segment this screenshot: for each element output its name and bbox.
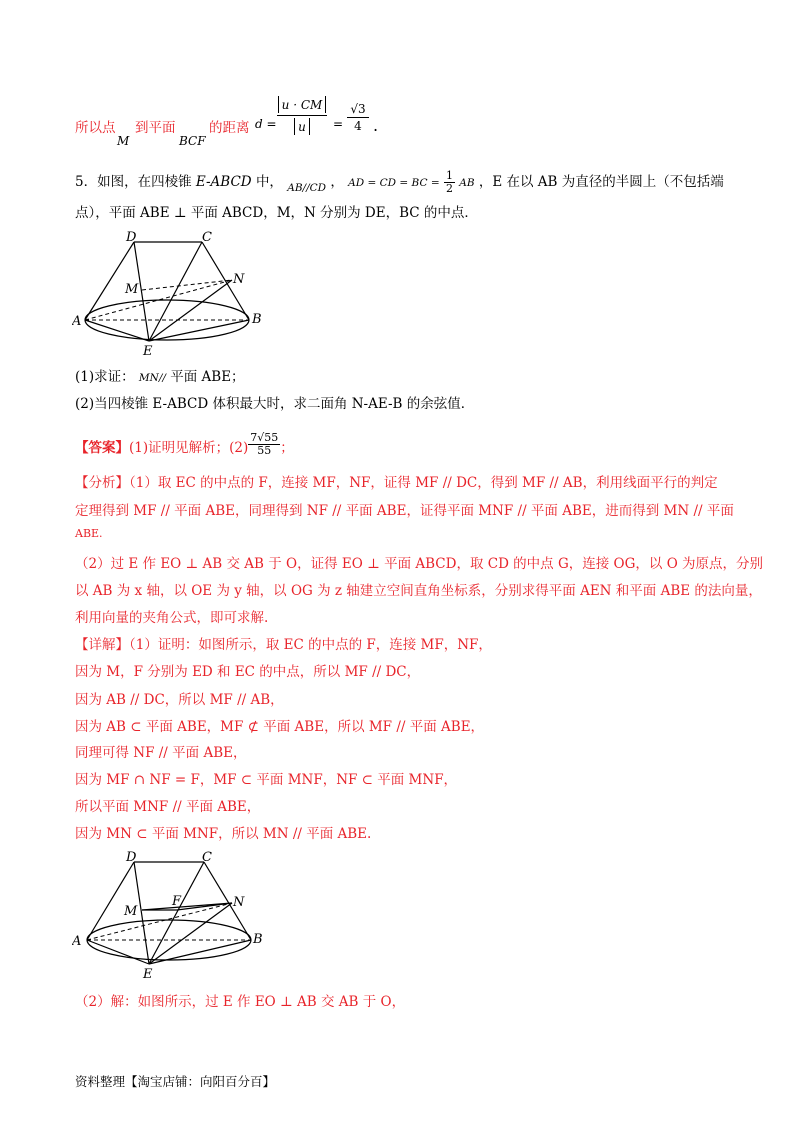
detail-line-1: 【详解】（1）证明：如图所示，取 EC 的中点的 F，连接 MF，NF，: [75, 637, 492, 653]
question-1: [75, 367, 245, 388]
label-m: M: [125, 282, 139, 297]
fraction-half: [444, 170, 455, 195]
label-a: A: [72, 314, 82, 329]
edge-ce-2: [149, 862, 204, 964]
distance-fraction: [277, 94, 327, 135]
detail-line-3: 因为 AB // DC，所以 MF // AB，: [75, 692, 284, 708]
answer-frac-numerator: 7√55: [250, 431, 279, 444]
edge-mn: [142, 280, 232, 290]
label-m-2: M: [124, 904, 138, 919]
detail-line-4: 因为 AB ⊂ 平面 ABE，MF ⊄ 平面 ABE，所以 MF // 平面 ABE，: [75, 719, 485, 735]
label-b: B: [252, 312, 262, 327]
edge-ce: [149, 242, 202, 341]
fraction-numerator: u · CM: [281, 98, 323, 112]
plane-bcf: BCF: [179, 134, 206, 148]
detail-line-7: 所以平面 MNF // 平面 ABE，: [75, 799, 261, 815]
detail-line-9: （2）解：如图所示，过 E 作 EO ⊥ AB 交 AB 于 O，: [75, 994, 406, 1010]
edge-da-2: [87, 862, 134, 940]
fraction-denominator: u: [298, 120, 306, 134]
text-comma: ，: [330, 174, 344, 190]
pyramid-figure-1: [72, 228, 272, 358]
label-n-2: N: [233, 895, 245, 910]
half-numerator: 1: [445, 169, 453, 182]
problem-statement-line2: 点），平面 ABE ⊥ 平面 ABCD，M，N 分别为 DE，BC 的中点．: [75, 205, 478, 221]
answer-label: 【答案】: [75, 440, 129, 456]
answer-line: [75, 432, 294, 464]
period: .: [373, 116, 379, 135]
label-b-2: B: [253, 932, 263, 947]
detail-line-2: 因为 M，F 分别为 ED 和 EC 的中点，所以 MF // DC，: [75, 664, 421, 680]
label-n: N: [233, 272, 245, 287]
analysis-line-5: 以 AB 为 x 轴，以 OE 为 y 轴，以 OG 为 z 轴建立空间直角坐标系，分别求得平面 AEN 和平面 ABE 的法向量，: [75, 583, 762, 599]
label-d: D: [126, 230, 137, 245]
text-distance: 的距离: [209, 120, 250, 136]
answer-frac-denominator: 55: [257, 444, 272, 457]
answer-fraction: [248, 432, 280, 457]
problem-number: 5．如图，在四棱锥: [75, 174, 192, 190]
math-ab: AB: [459, 177, 475, 189]
math-equal-chain: AD = CD = BC =: [348, 177, 440, 189]
detail-line-8: 因为 MN ⊂ 平面 MNF，所以 MN // 平面 ABE.: [75, 826, 372, 842]
q1-math: MN//: [138, 372, 166, 384]
edge-ae-2: [87, 940, 149, 964]
result-numerator: √3: [347, 102, 369, 118]
question-2: (2)当四棱锥 E-ABCD 体积最大时，求二面角 N-AE-B 的余弦值．: [75, 396, 475, 412]
answer-part1: (1)证明见解析；(2): [129, 440, 249, 456]
q1-prefix: (1)求证：: [75, 369, 135, 385]
problem-statement-line1: [75, 170, 724, 195]
analysis-line-3: ABE.: [75, 527, 103, 540]
solid-name: E-ABCD: [195, 174, 252, 190]
condition-text: ，E 在以 AB 为直径的半圆上（不包括端: [478, 174, 724, 190]
label-e-2: E: [143, 967, 153, 982]
result-fraction: [347, 102, 369, 134]
analysis-line-2: 定理得到 MF // 平面 ABE，同理得到 NF // 平面 ABE，证得平面 MNF // 平面 ABE，进而得到 MN // 平面: [75, 503, 734, 519]
formula-d: d =: [255, 117, 277, 131]
distance-conclusion: [75, 92, 475, 152]
analysis-line-6: 利用向量的夹角公式，即可求解.: [75, 610, 269, 626]
q1-suffix: 平面 ABE；: [170, 369, 245, 385]
footer-source: 资料整理【淘宝店铺：向阳百分百】: [75, 1074, 276, 1089]
label-c: C: [202, 230, 212, 245]
label-f-2: F: [172, 894, 182, 909]
text-zhong: 中，: [255, 174, 283, 190]
label-a-2: A: [72, 934, 82, 949]
edge-ae: [85, 320, 149, 341]
text-prefix: 所以点: [75, 120, 116, 136]
equals-sign: =: [333, 117, 344, 131]
point-m: M: [117, 134, 130, 148]
detail-line-5: 同理可得 NF // 平面 ABE，: [75, 745, 247, 761]
half-denominator: 2: [445, 182, 453, 195]
pyramid-figure-2: [72, 848, 272, 983]
answer-tail: ；: [280, 440, 294, 456]
math-parallel: AB//CD: [287, 182, 327, 194]
analysis-line-1: 【分析】（1）取 EC 的中点的 F，连接 MF，NF，证得 MF // DC，得到 MF // AB，利用线面平行的判定: [75, 475, 718, 491]
label-e: E: [143, 344, 153, 358]
detail-line-6: 因为 MF ∩ NF = F，MF ⊂ 平面 MNF，NF ⊂ 平面 MNF，: [75, 772, 458, 788]
label-c-2: C: [202, 850, 212, 865]
analysis-line-4: （2）过 E 作 EO ⊥ AB 交 AB 于 O，证得 EO ⊥ 平面 ABCD，取 CD 的中点 G，连接 OG，以 O 为原点，分别: [75, 556, 764, 572]
label-d-2: D: [126, 850, 137, 865]
result-denominator: 4: [354, 119, 362, 133]
text-to-plane: 到平面: [135, 120, 176, 136]
